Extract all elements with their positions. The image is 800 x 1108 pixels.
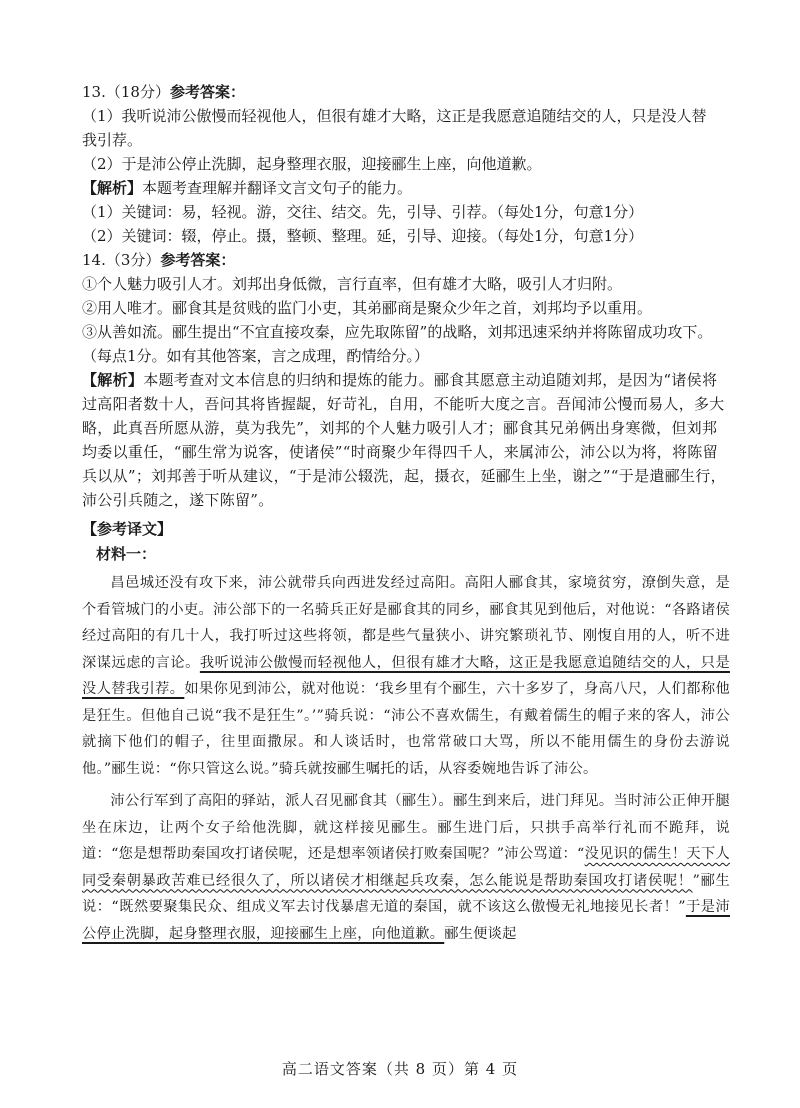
- translation-paragraph-2: 沛公行军到了高阳的驿站，派人召见郦食其（郦生）。郦生到来后，进门拜见。当时沛公正伸开腿坐在床边，让两个女子给他洗脚，就这样接见郦生。郦生进门后，只拱手高举行礼而不跪拜，说道：“您是想帮助秦国攻打诸侯呢，还是想率领诸侯打败秦国呢？”沛公骂道：“没见识的儒生！天下人同受秦朝暴政苦难已经很久了，所以诸侯才相继起兵攻秦，怎么能说是帮助秦国攻打诸侯呢！”郦生说：“既然要聚集民众、组成义军去讨伐暴虐无道的秦国，就不该这么傲慢无礼地接见长者！”于是沛公停止洗脚，起身整理衣服，迎接郦生上座，向他道歉。郦生便谈起: [82, 793, 730, 942]
- translation-paragraph-1: 昌邑城还没有攻下来，沛公就带兵向西进发经过高阳。高阳人郦食其，家境贫穷，潦倒失意，是个看管城门的小吏。沛公部下的一名骑兵正好是郦食其的同乡，郦食其见到他后，对他说：“各路诸侯经过高阳的有几十人，我打听过这些将领，都是些气量狭小、讲究繁琐礼节、刚愎自用的人，听不进深谋远虑的言论。我听说沛公傲慢而轻视他人，但很有雄才大略，这正是我愿意追随结交的人，只是没人替我引荐。如果你见到沛公，就对他说：‘我乡里有个郦生，六十多岁了，身高八尺，人们都称他是狂生。但他自己说“我不是狂生”。’”骑兵说：“沛公不喜欢儒生，有戴着儒生的帽子来的客人，沛公就摘下他们的帽子，往里面撒尿。和人谈话时，也常常破口大骂，所以不能用儒生的身份去游说他。”郦生说：“你只管这么说。”骑兵就按郦生嘱托的话，从容委婉地告诉了沛公。: [82, 575, 730, 777]
- q14-scoring-note: （每点1分。如有其他答案，言之成理，酌情给分。）: [82, 347, 430, 365]
- reference-translation: [82, 570, 730, 947]
- underlined-sentence: 于是沛公停止洗脚，起身整理衣服，迎接郦生上座，向他道歉。: [82, 899, 730, 942]
- q14-point-1: ①个人魅力吸引人才。刘邦出身低微，言行直率，但有雄才大略，吸引人才归附。: [82, 275, 623, 293]
- q14-point-3: ③从善如流。郦生提出“不宜直接攻秦，应先取陈留”的战略，刘邦迅速采纳并将陈留成功攻下。: [82, 323, 713, 341]
- q13-answer-1-line1: （1）我听说沛公傲慢而轻视他人，但很有雄才大略，这正是我愿意追随结交的人，只是没人替: [82, 107, 707, 125]
- q13-keywords-2: （2）关键词：辍，停止。摄，整顿、整理。延，引导、迎接。（每处1分，句意1分）: [82, 227, 644, 245]
- question-14-answer: [82, 248, 730, 512]
- q13-answer-2: （2）于是沛公停止洗脚，起身整理衣服，迎接郦生上座，向他道歉。: [82, 155, 542, 173]
- q14-heading: 14.（3分）参考答案：: [82, 251, 236, 269]
- page-content: [82, 80, 730, 947]
- q14-analysis: 【解析】本题考查对文本信息的归纳和提炼的能力。郦食其愿意主动追随刘邦，是因为“诸侯将过高阳者数十人，吾问其将皆握龊，好苛礼，自用，不能听大度之言。吾闻沛公慢而易人，多大略，此真吾所愿从游，莫为我先”，刘邦的个人魅力吸引人才；郦食其兄弟俩出身寒微，但刘邦均委以重任，“郦生常为说客，使诸侯”“时商聚少年得四千人，来属沛公，沛公以为将，将陈留兵以从”；刘邦善于听从建议，“于是沛公辍洗，起，摄衣，延郦生上坐，谢之”“于是遣郦生行，沛公引兵随之，遂下陈留”。: [82, 371, 726, 509]
- q13-keywords-1: （1）关键词：易，轻视。游，交往、结交。先，引导、引荐。（每处1分，句意1分）: [82, 203, 644, 221]
- page-footer: 高二语文答案（共 8 页）第 4 页: [281, 1060, 519, 1078]
- q14-point-2: ②用人唯才。郦食其是贫贱的监门小吏，其弟郦商是聚众少年之首，刘邦均予以重用。: [82, 299, 653, 317]
- material-one-label: 材料一：: [96, 545, 157, 563]
- wavy-underlined-sentence: 没见识的儒生！天下人同受秦朝暴政苦难已经很久了，所以诸侯才相继起兵攻秦，怎么能说是帮助秦国攻打诸侯呢！: [82, 846, 730, 889]
- q13-analysis: 【解析】本题考查理解并翻译文言文句子的能力。: [82, 179, 413, 197]
- underlined-sentence: 我听说沛公傲慢而轻视他人，但很有雄才大略，这正是我愿意追随结交的人，只是没人替我引荐。: [82, 654, 730, 697]
- q13-heading: 13.（18分）参考答案：: [82, 83, 245, 101]
- q13-answer-1-line2: 我引荐。: [82, 131, 143, 149]
- question-13-answer: [82, 80, 730, 248]
- translation-heading: 【参考译文】: [82, 520, 173, 538]
